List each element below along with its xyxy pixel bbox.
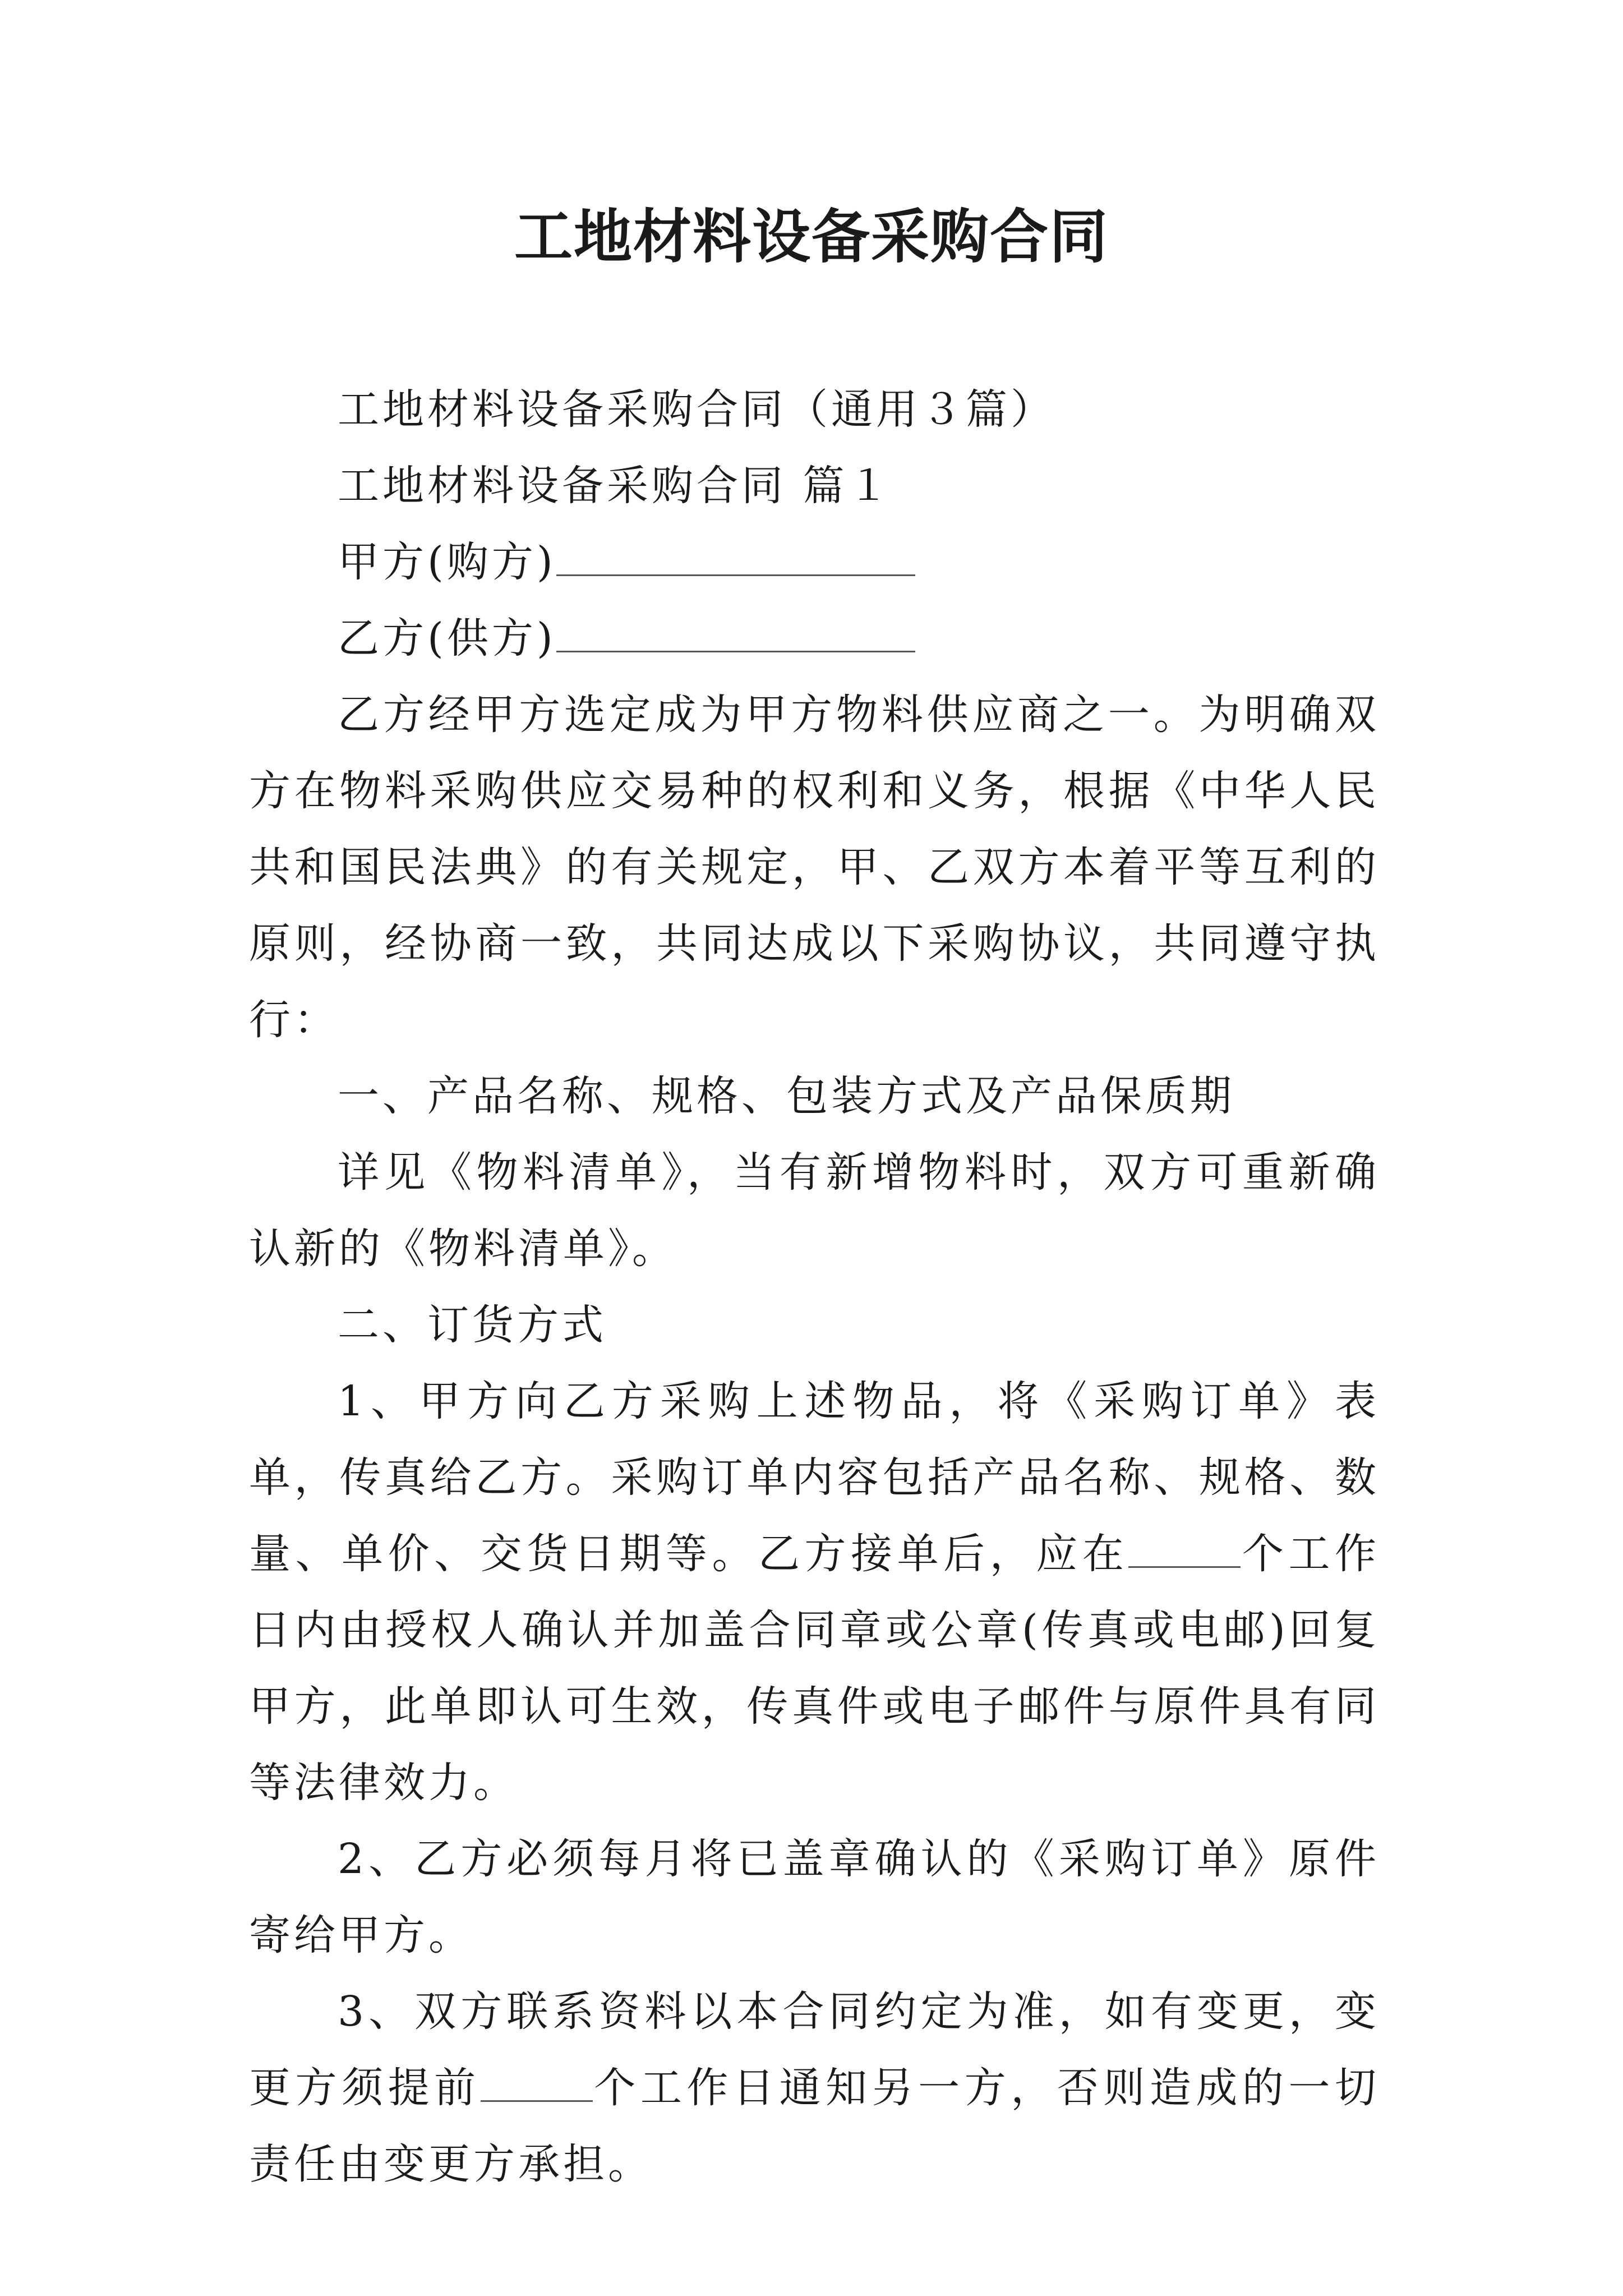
party-a-label: 甲方(购方) [338, 538, 556, 586]
party-a-blank [556, 535, 915, 576]
party-b-label: 乙方(供方) [338, 614, 556, 662]
heading-order-method: 二、订货方式 [338, 1301, 607, 1349]
order-item-3 [249, 1973, 1380, 2202]
heading-product-info: 一、产品名称、规格、包装方式及产品保质期 [338, 1072, 1235, 1120]
party-b-blank [556, 611, 915, 652]
party-b-line [249, 600, 1380, 677]
order-item-3-text-a: 3、双方联系资料以本合同约定为准，如有变更，变更方须提前 [249, 1987, 1380, 2112]
order-item-1-text-b: 个工作日内由授权人确认并加盖合同章或公章(传真或电邮)回复甲方，此单即认可生效，传真件或电子邮件与原件具有同等法律效力。 [249, 1530, 1380, 1807]
order-item-1 [249, 1363, 1380, 1821]
document-body [249, 371, 1380, 2202]
intro-paragraph: 乙方经甲方选定成为甲方物料供应商之一。为明确双方在物料采购供应交易种的权利和义务，根据《中华人民共和国民法典》的有关规定，甲、乙双方本着平等互利的原则，经协商一致，共同达成以下采购协议，共同遵守执行： [249, 691, 1380, 1044]
order-item-3-text-b: 个工作日通知另一方，否则造成的一切责任由变更方承担。 [249, 2064, 1380, 2188]
workdays-blank-1 [1128, 1527, 1241, 1568]
document-subtitle: 工地材料设备采购合同（通用３篇） [338, 385, 1055, 434]
document-title: 工地材料设备采购合同 [514, 202, 1109, 271]
section-title: 工地材料设备采购合同 篇１ [338, 462, 893, 510]
order-item-1-text-a: 1、甲方向乙方采购上述物品，将《采购订单》表单，传真给乙方。采购订单内容包括产品名称、规格、数量、单价、交货日期等。乙方接单后，应在 [249, 1377, 1380, 1578]
workdays-blank-2 [481, 2061, 593, 2102]
paragraph-material-list: 详见《物料清单》，当有新增物料时，双方可重新确认新的《物料清单》。 [249, 1148, 1380, 1273]
order-item-2: 2、乙方必须每月将已盖章确认的《采购订单》原件寄给甲方。 [249, 1835, 1380, 1959]
party-a-line [249, 524, 1380, 600]
